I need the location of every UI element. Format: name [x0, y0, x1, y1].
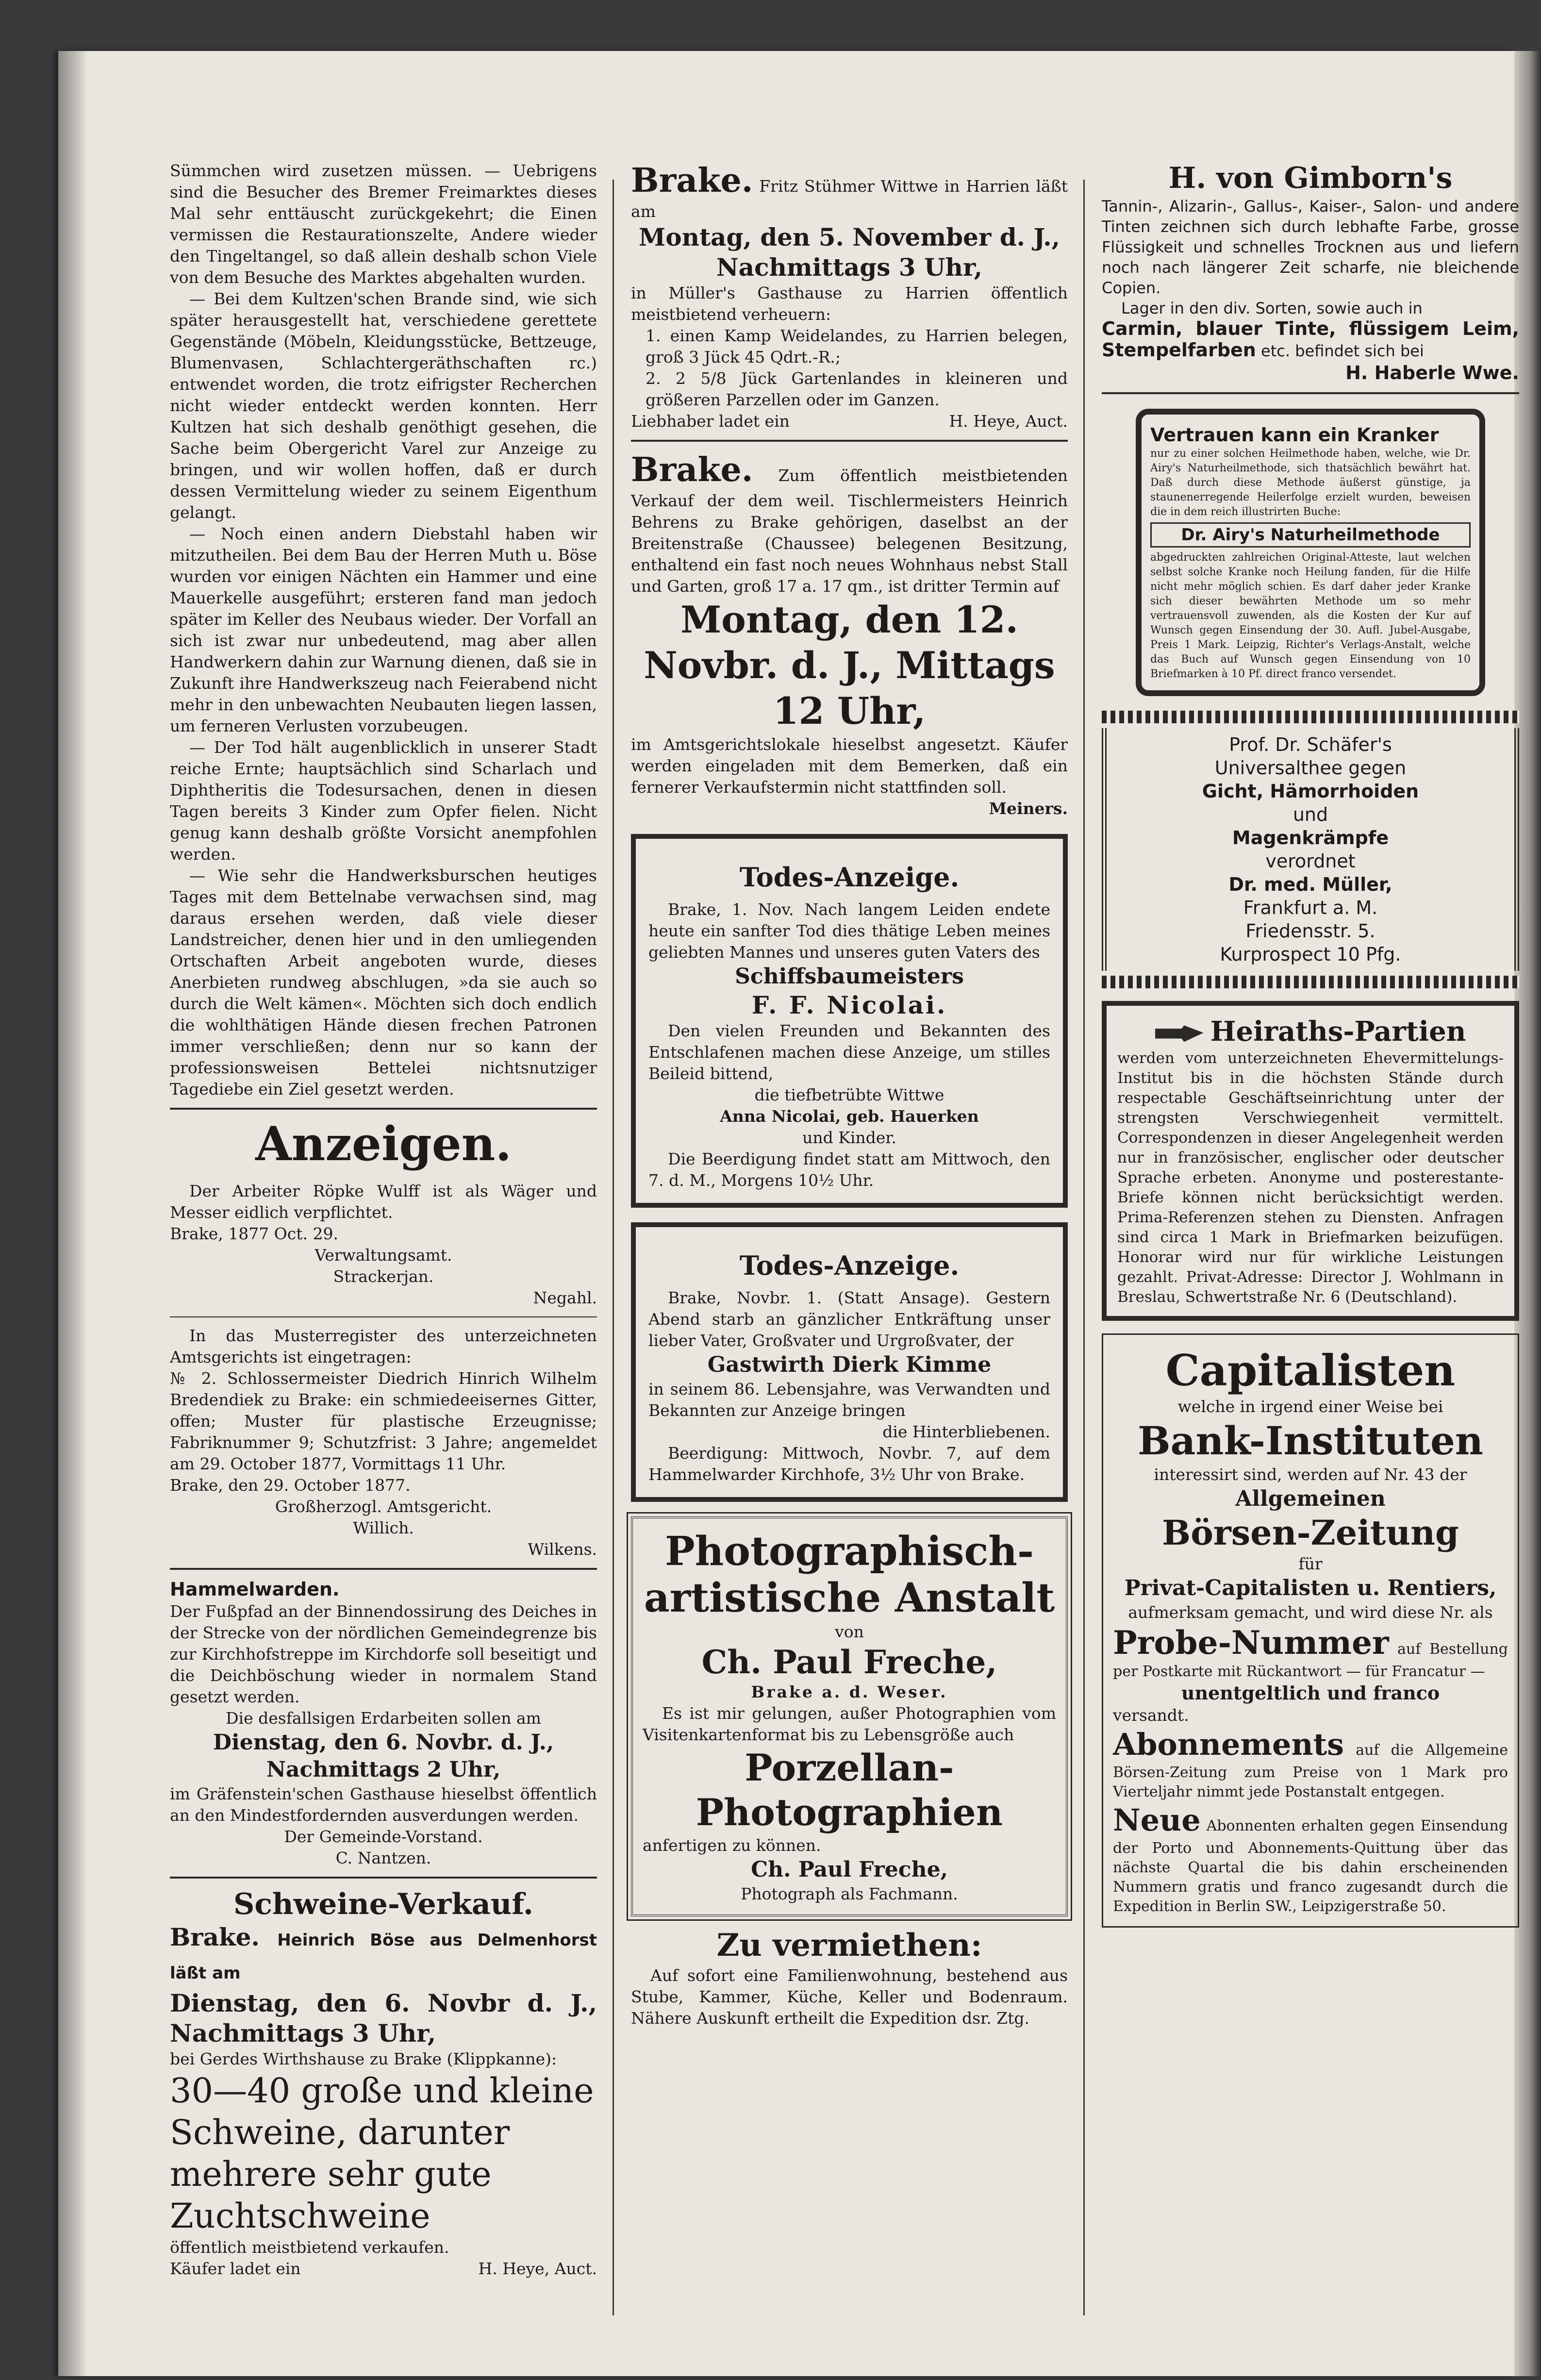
notice-sign: und Kinder. [802, 1128, 896, 1147]
ad-text: № 2. Schlossermeister Diedrich Hinrich Wilhelm Bredendiek zu Brake: ein schmiedeeisernes Gitter, offen; Muster für plastische Erzeugnisse; Fabriknummer 9; Schutzfrist: 3 Jahre; angemeldet am 29. October 1877, Vormittags 11 Uhr. [170, 1369, 597, 1473]
ad-list-item: 1. einen Kamp Weidelandes, zu Harrien belegen, groß 3 Jück 45 Qdrt.-R.; [646, 326, 1068, 366]
ad-signature: H. Heye, Auct. [478, 2259, 597, 2278]
ad-text: Fritz Stühmer Wittwe in Harrien läßt am [631, 177, 1068, 221]
ad-title: Photographisch-artistische Anstalt [644, 1528, 1055, 1621]
ad-signature: H. Haberle Wwe. [1345, 362, 1519, 383]
ad-place: Brake. [170, 1923, 260, 1951]
ad-text: interessirt sind, werden auf Nr. 43 der [1154, 1465, 1467, 1484]
ad-bold: Carmin, blauer Tinte, flüssigem Leim, Stempelfarben [1102, 318, 1519, 361]
ad-date: Dienstag, den 6. Novbr d. J., Nachmittags 3 Uhr, [170, 1989, 597, 2047]
notice-text: in seinem 86. Lebensjahre, was Verwandten und Bekannten zur Anzeige bringen [648, 1380, 1050, 1420]
ad-signature: Negahl. [533, 1288, 597, 1307]
photo-studio-ad [631, 1516, 1068, 1916]
ad-heading: Hammelwarden. [170, 1579, 340, 1600]
ad-bold: Gicht, Hämorrhoiden [1202, 781, 1419, 802]
airy-ad [1136, 409, 1485, 696]
ad-text: bei Gerdes Wirthshause zu Brake (Klippkanne): [170, 2049, 557, 2068]
ad-text: abgedruckten zahlreichen Original-Atteste, laut welchen selbst solche Kranke noch Heilung fanden, für die Hilfe nicht mehr möglich schien. Es darf daher jeder Kranke sich dieser bewährten Methode um so mehr vertrauensvoll zuwenden, als die Kosten der Kur auf Wunsch gegen Einsendung der 30. Aufl. Jubel-Ausgabe, Preis 1 Mark. Leipzig, Richter's Verlags-Anstalt, welche das Buch auf Wunsch gegen Einsendung von 10 Briefmarken à 10 Pf. direct franco versendet. [1150, 551, 1471, 680]
divider [1102, 392, 1519, 394]
notice-sign: die Hinterbliebenen. [882, 1422, 1050, 1441]
ad-text: verordnet [1265, 850, 1356, 872]
divider [170, 1877, 597, 1879]
ad-text: Zum öffentlich meistbietenden Verkauf der dem weil. Tischlermeisters Heinrich Behrens zu Brake gehörigen, daselbst an der Breitenstraße (Chaussee) belegenen Besitzung, enthaltend ein fast noch neues Wohnhaus nebst Stall und Garten, groß 17 a. 17 qm., ist dritter Termin auf [631, 466, 1068, 596]
ad-title: Zu vermiethen: [716, 1927, 982, 1964]
ad-headline: Vertrauen kann ein Kranker [1150, 424, 1439, 446]
divider [170, 1316, 597, 1317]
ad-text: von [835, 1622, 864, 1641]
ad-signature: Photograph als Fachmann. [741, 1884, 958, 1903]
ad-title: Heiraths-Partien [1210, 1015, 1466, 1048]
notice-text: Beerdigung: Mittwoch, Novbr. 7, auf dem Hammelwarder Kirchhofe, 3½ Uhr von Brake. [648, 1444, 1050, 1484]
ad-text: Der Arbeiter Röpke Wulff ist als Wäger und Messer eidlich verpflichtet. [170, 1182, 597, 1222]
ad-text: Frankfurt a. M. [1243, 897, 1378, 918]
notice-sign: Anna Nicolai, geb. Hauerken [720, 1107, 979, 1126]
ad-signature: Strackerjan. [333, 1267, 434, 1286]
column-divider [1083, 180, 1085, 2315]
ad-text: welche in irgend einer Weise bei [1177, 1397, 1443, 1416]
ad-list-item: 2. 2 5/8 Jück Gartenlandes in kleineren und größeren Parzellen oder im Ganzen. [646, 369, 1068, 409]
ad-text: werden vom unterzeichneten Ehevermittelungs-Institut bis in die höchsten Stände durch respectable Geschäftseinrichtung unter der strengsten Verschwiegenheit vermittelt. Correspondenzen in dieser Angelegenheit werden nur in französischer, englischer oder deutscher Sprache erbeten. Anonyme und posterestante-Briefe können nicht berücksichtigt werden. Prima-Referenzen stehen zu Diensten. Anfragen sind circa 1 Mark in Briefmarken beizufügen. Honorar wird nur für wirkliche Leistungen gezahlt. Privat-Adresse: Director J. Wohlmann in Breslau, Schwertstraße Nr. 6 (Deutschland). [1117, 1049, 1504, 1306]
ad-text: Prof. Dr. Schäfer's [1229, 734, 1392, 755]
news-paragraph: Sümmchen wird zusetzen müssen. — Uebrigens sind die Besucher des Bremer Freimarktes dieses Mal sehr enttäuscht zurückgekehrt; die Einen vermissen die Restaurationszelte, Andere wieder den Tingeltangel, so daß allein deshalb schon Viele von dem Besuche des Marktes abgehalten wurden. [170, 161, 597, 287]
ad-text: Friedensstr. 5. [1245, 920, 1375, 942]
ad-text: etc. befindet sich bei [1261, 342, 1424, 360]
ad-text: öffentlich meistbietend verkaufen. [170, 2238, 449, 2257]
ad-place: Brake. [631, 450, 753, 489]
ad-text: und [1292, 804, 1328, 825]
notice-text: Brake, Novbr. 1. (Statt Ansage). Gestern Abend starb an gänzlicher Entkräftung unser lieber Vater, Großvater und Urgroßvater, der [648, 1288, 1050, 1350]
ad-place: Brake. [631, 161, 753, 200]
ad-bold: Allgemeinen [1235, 1486, 1386, 1511]
ad-place-date: Brake, 1877 Oct. 29. [170, 1224, 338, 1243]
notice-title: Todes-Anzeige. [739, 1250, 960, 1281]
death-notice [631, 834, 1068, 1208]
ad-text: Der Fußpfad an der Binnendossirung des Deiches in der Strecke von der nördlichen Gemeindegrenze bis zur Kirchhofstreppe im Kirchdorfe soll beseitigt und die Deichböschung wieder in normalem Stand gesetzt werden. [170, 1602, 597, 1706]
notice-sign: die tiefbetrübte Wittwe [754, 1085, 944, 1104]
tea-ad [1102, 728, 1519, 971]
ad-headline: Abonnements [1113, 1727, 1344, 1762]
ad-name: Ch. Paul Freche, [701, 1643, 997, 1681]
notice-text: Brake, 1. Nov. Nach langem Leiden endete heute ein sanfter Tod dies thätige Leben meines geliebten Mannes und unseres guten Vaters des [648, 900, 1050, 962]
news-paragraph: — Bei dem Kultzen'schen Brande sind, wie sich später herausgestellt hat, verschiedene gerettete Gegenstände (Möbeln, Kleidungsstücke, Bettzeuge, Blumenvasen, Schlachtergeräthschaften rc.) entwendet worden, die trotz eifrigster Recherchen nicht wieder entdeckt werden konnten. Herr Kultzen hat sich deshalb genöthigt gesehen, die Sache beim Obergericht Varel zur Anzeige zu bringen, und wir wollen hoffen, daß er durch dessen Vermittelung wieder zu seinem Eigenthum gelangt. [170, 289, 597, 522]
notice-title: Todes-Anzeige. [739, 862, 960, 893]
notice-text: Den vielen Freunden und Bekannten des Entschlafenen machen diese Anzeige, um stilles Beileid bittend, [648, 1021, 1050, 1083]
ad-text: nur zu einer solchen Heilmethode haben, welche, wie Dr. Airy's Naturheilmethode, sich thatsächlich bewährt hat. Daß durch diese Methode äußerst günstige, ja staunenerregende Heilerfolge erzielt wurden, beweisen die in dem reich illustrirten Buche: [1150, 448, 1471, 518]
divider [170, 1108, 597, 1110]
ad-date: Dienstag, den 6. Novbr. d. J., Nachmittags 2 Uhr, [213, 1730, 554, 1782]
ad-text: anfertigen zu können. [643, 1836, 821, 1855]
notice-role: Schiffsbaumeisters [735, 964, 964, 989]
ad-text: Es ist mir gelungen, außer Photographien vom Visitenkartenformat bis zu Lebensgröße auch [643, 1704, 1056, 1744]
ad-headline: Porzellan-Photographien [696, 1746, 1003, 1834]
marriage-ad [1102, 1001, 1519, 1321]
ad-place-date: Brake, den 29. October 1877. [170, 1476, 411, 1495]
ad-text: in Müller's Gasthause zu Harrien öffentlich meistbietend verheuern: [631, 283, 1068, 324]
stock-paper-ad [1102, 1333, 1519, 1928]
column-2 [631, 160, 1068, 2029]
ad-headline: Neue [1113, 1802, 1201, 1838]
news-paragraph: — Der Tod hält augenblicklich in unserer Stadt reiche Ernte; hauptsächlich sind Scharlach und Diphtheritis die Todesursachen, denen in diesen Tagen bereits 3 Kinder zum Opfer fielen. Nicht genug kann deshalb größte Vorsicht anempfohlen werden. [170, 738, 597, 864]
ad-signature: Ch. Paul Freche, [751, 1857, 948, 1882]
ad-signature: C. Nantzen. [335, 1848, 431, 1867]
ad-text: Lager in den div. Sorten, sowie auch in [1121, 299, 1423, 317]
ornament-border [1102, 711, 1519, 723]
news-paragraph: — Noch einen andern Diebstahl haben wir mitzutheilen. Bei dem Bau der Herren Muth u. Böse wurden vor einigen Nächten ein Hammer und eine Mauerkelle ausgeführt; ersteren fand man jedoch später im Keller des Neubaus wieder. Der Vorfall an sich ist zwar nur unbedeutend, mag aber allen Handwerkern dahin zur Warnung dienen, daß sie in Zukunft ihre Handwerkszeug nach Feierabend nicht mehr in den unbewachten Neubauten liegen lassen, um ferneren Verlusten vorzubeugen. [170, 524, 597, 735]
ad-headline: Börsen-Zeitung [1162, 1513, 1459, 1553]
ad-bold: Privat-Capitalisten u. Rentiers, [1124, 1576, 1497, 1600]
ad-bold: unentgeltlich und franco [1181, 1682, 1440, 1704]
ad-text: im Gräfenstein'schen Gasthause hieselbst öffentlich an den Mindestfordernden ausverdungen werden. [170, 1784, 597, 1825]
ad-date: Montag, den 5. November d. J., Nachmittags 3 Uhr, [638, 223, 1060, 282]
ad-text: im Amtsgerichtslokale hieselbst angesetzt. Käufer werden eingeladen mit dem Bemerken, daß ein fernerer Verkaufstermin nicht stattfinden soll. [631, 735, 1068, 797]
ad-text: Heinrich Böse aus Delmenhorst läßt am [170, 1931, 597, 1983]
column-divider [613, 180, 614, 2315]
ad-text: auf die Allgemeine Börsen-Zeitung zum Preise von 1 Mark pro Vierteljahr nimmt jede Postanstalt entgegen. [1113, 1742, 1508, 1800]
ad-headline: Bank-Instituten [1137, 1418, 1484, 1464]
ad-office: Großherzogl. Amtsgericht. [275, 1497, 492, 1516]
notice-text: Die Beerdigung findet statt am Mittwoch, den 7. d. M., Morgens 10½ Uhr. [648, 1149, 1050, 1190]
divider [631, 440, 1068, 442]
column-3 [1102, 160, 1519, 1928]
ad-text: Auf sofort eine Familienwohnung, bestehend aus Stube, Kammer, Küche, Keller und Bodenraum. Nähere Auskunft ertheilt die Expedition dsr. Ztg. [631, 1966, 1068, 2028]
ornament-border [1102, 976, 1519, 988]
ad-headline: Probe-Nummer [1113, 1624, 1389, 1662]
ad-bold: Dr. med. Müller, [1228, 874, 1392, 895]
ad-date: Montag, den 12. Novbr. d. J., Mittags 12 Uhr, [644, 598, 1055, 732]
ad-signature: Willich. [353, 1518, 414, 1537]
ad-bold: Magenkrämpfe [1232, 827, 1389, 849]
ad-text: Käufer ladet ein [170, 2259, 301, 2278]
notice-name: F. F. Nicolai. [751, 991, 947, 1019]
ad-text: auf Bestellung per Postkarte mit Rückantwort — für Francatur — [1113, 1641, 1508, 1680]
news-paragraph: — Wie sehr die Handwerksburschen heutiges Tages mit dem Bettelnabe verwachsen sind, mag daraus ersehen werden, daß viele dieser Landstreicher, denen hier und in den umliegenden Ortschaften Arbeit angeboten wurde, dieses Anerbieten rundweg abschlugen, »da sie auch so durch die Welt kämen«. Möchten sich doch endlich die wohlthätigen Hände diesen frechen Patronen immer verschließen; denn nur so kann der professionsweisen Bettelei nichtsnutziger Tagediebe ein Ziel gesetzt werden. [170, 866, 597, 1098]
ad-text: Abonnenten erhalten gegen Einsendung der Porto und Abonnements-Quittung über das nächste Quartal die bis dahin erscheinenden Nummern gratis und franco zugesandt durch die Expedition in Berlin SW., Leipzigerstraße 50. [1113, 1817, 1508, 1915]
ad-text: Tannin-, Alizarin-, Gallus-, Kaiser-, Salon- und andere Tinten zeichnen sich durch lebhafte Farbe, grosse Flüssigkeit und schnelles Trocknen aus und liefern noch nach längerer Zeit scharfe, nie bleichende Copien. [1102, 197, 1519, 297]
ad-text: aufmerksam gemacht, und wird diese Nr. als [1128, 1603, 1493, 1622]
ad-signature: Wilkens. [528, 1540, 597, 1559]
death-notice [631, 1222, 1068, 1502]
ad-title: Schweine-Verkauf. [233, 1887, 533, 1921]
ad-headline: 30—40 große und kleine Schweine, darunter mehrere sehr gute Zuchtschweine [170, 2071, 594, 2236]
ad-book-title: Dr. Airy's Naturheilmethode [1150, 522, 1471, 548]
ad-signature: Meiners. [989, 799, 1068, 818]
ad-text: Universalthee gegen [1214, 757, 1407, 779]
ad-text: Liebhaber ladet ein [631, 412, 790, 431]
notice-name: Gastwirth Dierk Kimme [707, 1352, 992, 1377]
ad-title: H. von Gimborn's [1168, 161, 1453, 195]
binding-shadow [58, 51, 87, 2376]
ad-text: In das Musterregister des unterzeichneten Amtsgerichts ist eingetragen: [170, 1326, 597, 1366]
ad-text: für [1298, 1554, 1323, 1573]
ad-text: Kurprospect 10 Pfg. [1220, 944, 1401, 965]
ad-text: Die desfallsigen Erdarbeiten sollen am [226, 1709, 541, 1728]
ad-title: Capitalisten [1165, 1345, 1456, 1396]
ad-place: Brake a. d. Weser. [751, 1682, 948, 1701]
divider [170, 1568, 597, 1570]
section-heading: Anzeigen. [255, 1116, 512, 1171]
ad-office: Verwaltungsamt. [315, 1246, 452, 1265]
ad-signature: H. Heye, Auct. [949, 412, 1068, 431]
column-1 [170, 160, 597, 2280]
ad-office: Der Gemeinde-Vorstand. [284, 1827, 483, 1846]
ad-text: versandt. [1113, 1706, 1189, 1725]
pointing-hand-icon [1155, 1025, 1204, 1042]
